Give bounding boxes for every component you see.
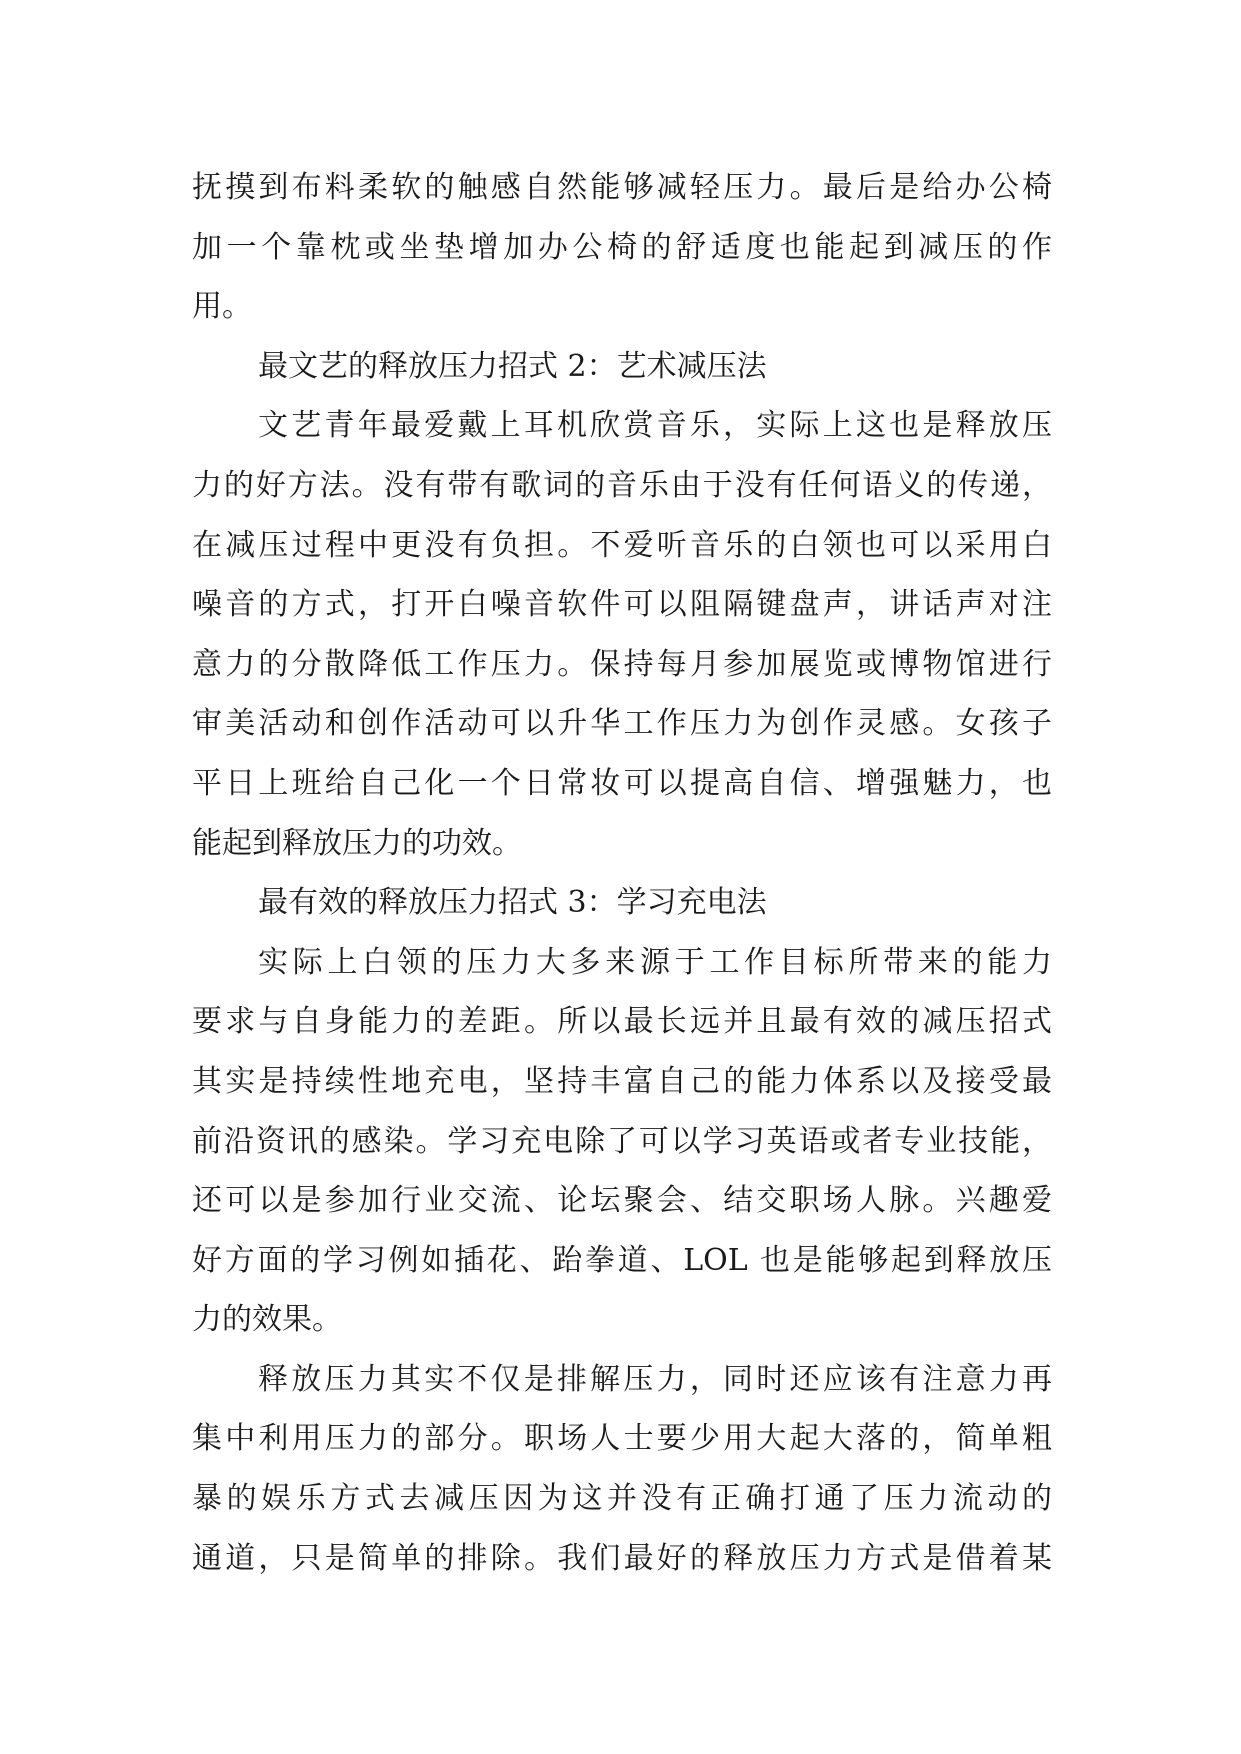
text-line: 前沿资讯的感染。学习充电除了可以学习英语或者专业技能， (192, 1123, 1052, 1159)
text-line: 力的效果。 (192, 1302, 342, 1338)
text-line: 平日上班给自己化一个日常妆可以提高自信、增强魅力，也 (192, 765, 1052, 801)
text-line: 其实是持续性地充电，坚持丰富自己的能力体系以及接受最 (192, 1063, 1052, 1099)
text-line: 力的好方法。没有带有歌词的音乐由于没有任何语义的传递， (192, 467, 1052, 503)
text-line: 在减压过程中更没有负担。不爱听音乐的白领也可以采用白 (192, 527, 1052, 563)
text-line: 加一个靠枕或坐垫增加办公椅的舒适度也能起到减压的作 (192, 229, 1052, 265)
text-line: 集中利用压力的部分。职场人士要少用大起大落的，简单粗 (192, 1421, 1052, 1457)
paragraph-learning-method (192, 933, 1052, 1350)
section-heading: 最文艺的释放压力招式 2：艺术减压法 (258, 348, 767, 384)
section-heading-art (192, 337, 1052, 397)
text-line: 抚摸到布料柔软的触感自然能够减轻压力。最后是给办公椅 (192, 170, 1052, 205)
paragraph-continuation (192, 158, 1052, 337)
text-line: 好方面的学习例如插花、跆拳道、LOL 也是能够起到释放压 (192, 1242, 1052, 1278)
text-line: 通道，只是简单的排除。我们最好的释放压力方式是借着某 (192, 1540, 1052, 1576)
text-line: 审美活动和创作活动可以升华工作压力为创作灵感。女孩子 (192, 706, 1052, 742)
paragraph-art-method (192, 396, 1052, 873)
document-body (192, 158, 1052, 1588)
text-line: 能起到释放压力的功效。 (192, 825, 522, 861)
text-line: 意力的分散降低工作压力。保持每月参加展览或博物馆进行 (192, 646, 1052, 682)
text-line: 用。 (192, 289, 252, 325)
text-line: 暴的娱乐方式去减压因为这并没有正确打通了压力流动的 (192, 1481, 1052, 1517)
text-line: 要求与自身能力的差距。所以最长远并且最有效的减压招式 (192, 1004, 1052, 1040)
text-line: 噪音的方式，打开白噪音软件可以阻隔键盘声，讲话声对注 (192, 587, 1052, 623)
text-line: 文艺青年最爱戴上耳机欣赏音乐，实际上这也是释放压 (258, 408, 1052, 444)
section-heading: 最有效的释放压力招式 3：学习充电法 (258, 885, 767, 921)
text-line: 释放压力其实不仅是排解压力，同时还应该有注意力再 (258, 1361, 1052, 1397)
paragraph-conclusion (192, 1350, 1052, 1588)
section-heading-learning (192, 873, 1052, 933)
text-line: 实际上白领的压力大多来源于工作目标所带来的能力 (258, 944, 1052, 980)
text-line: 还可以是参加行业交流、论坛聚会、结交职场人脉。兴趣爱 (192, 1183, 1052, 1219)
